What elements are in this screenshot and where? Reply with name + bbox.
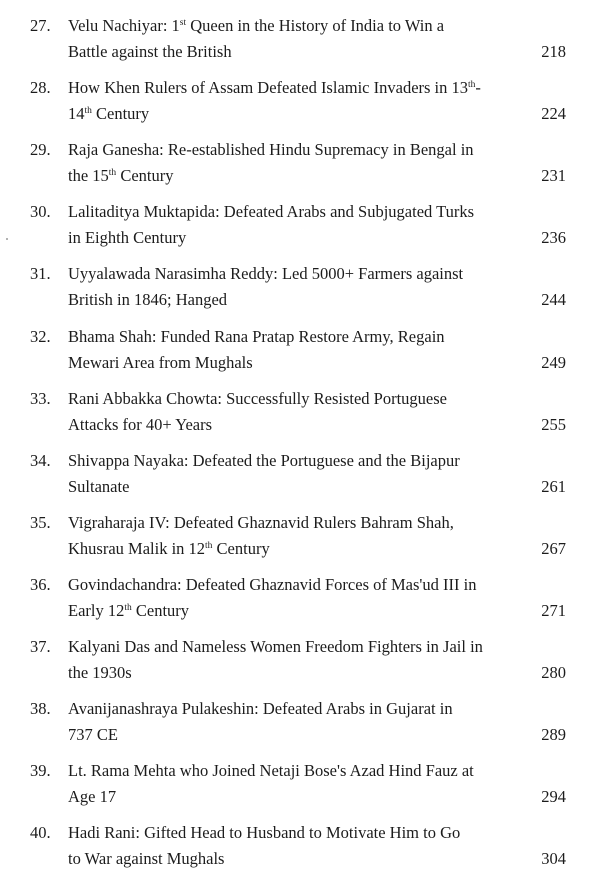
title-text: Early 12	[68, 600, 125, 620]
entry-title-line-2	[68, 225, 508, 251]
toc-entry	[0, 75, 600, 135]
entry-title	[68, 261, 508, 313]
toc-entry	[0, 324, 600, 384]
title-text: How Khen Rulers of Assam Defeated Islamic Invaders in 13	[68, 78, 469, 98]
entry-title	[68, 696, 508, 748]
title-text: Battle against the British	[68, 42, 232, 61]
entry-number: 33.	[30, 388, 51, 408]
toc-entry	[0, 634, 600, 694]
ordinal-superscript: th	[124, 602, 132, 613]
title-text: 737 CE	[68, 725, 118, 745]
entry-title-line-2	[68, 412, 508, 438]
entry-number: 30.	[30, 202, 51, 222]
entry-title-line-2	[68, 536, 508, 562]
title-text: Century	[212, 538, 270, 558]
title-text: Velu Nachiyar: 1	[68, 16, 180, 35]
title-text: Century	[131, 600, 190, 620]
title-text: Century	[91, 104, 150, 124]
entry-title-line-1	[68, 572, 508, 598]
title-text: Century	[116, 166, 174, 186]
title-text: Lt. Rama Mehta who Joined Netaji Bose's Azad Hind Fauz at	[68, 761, 474, 781]
toc-entry	[0, 386, 600, 446]
entry-title	[68, 13, 508, 65]
title-text: Raja Ganesha: Re-established Hindu Supremacy in Bengal in	[68, 140, 474, 160]
entry-title	[68, 199, 508, 251]
entry-title	[68, 386, 508, 438]
entry-page-number: 249	[541, 352, 566, 372]
entry-page-number: 218	[541, 42, 566, 61]
entry-title-line-1	[68, 386, 508, 412]
entry-number: 36.	[30, 574, 51, 594]
ordinal-superscript: th	[84, 106, 92, 117]
entry-title-line-2	[68, 350, 508, 376]
title-text: British in 1846; Hanged	[68, 290, 228, 310]
toc-entry	[0, 820, 600, 880]
entry-number: 32.	[30, 326, 51, 346]
entry-title	[68, 510, 508, 562]
entry-title-line-2	[68, 101, 508, 127]
entry-title-line-2	[68, 39, 508, 65]
toc-entry	[0, 13, 600, 73]
entry-title-line-1	[68, 137, 508, 163]
title-text: Uyyalawada Narasimha Reddy: Led 5000+ Farmers against	[68, 264, 464, 284]
entry-title-line-1	[68, 324, 508, 350]
entry-number: 34.	[30, 450, 51, 470]
entry-page-number: 280	[541, 663, 566, 682]
entry-title	[68, 75, 508, 127]
entry-number: 29.	[30, 140, 51, 160]
entry-title-line-2	[68, 846, 508, 872]
title-text: to War against Mughals	[68, 849, 225, 869]
entry-title-line-1	[68, 199, 508, 225]
entry-number: 40.	[30, 823, 51, 843]
toc-entry	[0, 510, 600, 570]
entry-page-number: 271	[541, 600, 566, 620]
entry-number: 39.	[30, 761, 51, 781]
title-text: Lalitaditya Muktapida: Defeated Arabs and Subjugated Turks	[68, 202, 475, 222]
entry-title-line-1	[68, 820, 508, 846]
entry-title-line-2	[68, 474, 508, 500]
entry-title	[68, 820, 508, 872]
entry-page-number: 231	[541, 166, 566, 186]
entry-title-line-2	[68, 287, 508, 313]
entry-title-line-1	[68, 634, 508, 660]
title-text: Age 17	[68, 787, 117, 807]
entry-title	[68, 137, 508, 189]
entry-page-number: 255	[541, 414, 566, 434]
title-text: Mewari Area from Mughals	[68, 352, 253, 372]
toc-entry	[0, 758, 600, 818]
entry-title	[68, 448, 508, 500]
entry-title-line-1	[68, 13, 508, 39]
ordinal-superscript: th	[205, 540, 213, 551]
entry-title	[68, 758, 508, 810]
title-text: Rani Abbakka Chowta: Successfully Resisted Portuguese	[68, 388, 447, 408]
entry-title-line-2	[68, 722, 508, 748]
title-text: Vigraharaja IV: Defeated Ghaznavid Rulers Bahram Shah,	[68, 512, 454, 532]
toc-entry	[0, 448, 600, 508]
toc-entry	[0, 137, 600, 197]
entry-title-line-1	[68, 448, 508, 474]
title-text: in Eighth Century	[68, 228, 187, 248]
toc-entry	[0, 572, 600, 632]
entry-title-line-2	[68, 598, 508, 624]
entry-title-line-1	[68, 75, 508, 101]
toc-entry	[0, 261, 600, 321]
entry-page-number: 224	[541, 104, 566, 124]
title-text: -	[475, 78, 481, 98]
entry-number: 31.	[30, 264, 51, 284]
entry-page-number: 244	[541, 290, 566, 310]
entry-page-number: 294	[541, 787, 566, 807]
title-text: Sultanate	[68, 476, 130, 496]
entry-page-number: 304	[541, 849, 566, 869]
title-text: 14	[68, 104, 85, 124]
entry-title	[68, 572, 508, 624]
entry-page-number: 289	[541, 725, 566, 745]
title-text: Bhama Shah: Funded Rana Pratap Restore Army, Regain	[68, 326, 445, 346]
title-text: Govindachandra: Defeated Ghaznavid Forces of Mas'ud III in	[68, 574, 477, 594]
ordinal-superscript: th	[468, 80, 476, 91]
ordinal-superscript: st	[179, 18, 187, 28]
title-text: Hadi Rani: Gifted Head to Husband to Motivate Him to Go	[68, 823, 461, 843]
title-text: the 15	[68, 166, 109, 186]
title-text: Kalyani Das and Nameless Women Freedom Fighters in Jail in	[68, 637, 483, 656]
entry-title	[68, 324, 508, 376]
entry-title-line-1	[68, 758, 508, 784]
toc-entry	[0, 199, 600, 259]
entry-number: 27.	[30, 16, 51, 35]
entry-title-line-1	[68, 510, 508, 536]
entry-title-line-2	[68, 784, 508, 810]
ordinal-superscript: th	[108, 168, 117, 179]
entry-page-number: 236	[541, 228, 566, 248]
entry-title-line-1	[68, 261, 508, 287]
title-text: Avanijanashraya Pulakeshin: Defeated Arabs in Gujarat in	[68, 699, 453, 719]
title-text: Attacks for 40+ Years	[68, 414, 213, 434]
title-text: Queen in the History of India to Win a	[186, 16, 445, 35]
toc-entry	[0, 696, 600, 756]
entry-title-line-2	[68, 163, 508, 189]
entry-number: 28.	[30, 78, 51, 98]
entry-number: 35.	[30, 512, 51, 532]
entry-number: 37.	[30, 637, 51, 656]
title-text: Shivappa Nayaka: Defeated the Portuguese and the Bijapur	[68, 450, 460, 470]
entry-title	[68, 634, 508, 686]
entry-page-number: 261	[541, 476, 566, 496]
entry-title-line-1	[68, 696, 508, 722]
entry-page-number: 267	[541, 538, 566, 558]
title-text: Khusrau Malik in 12	[68, 538, 206, 558]
entry-number: 38.	[30, 699, 51, 719]
entry-title-line-2	[68, 660, 508, 686]
title-text: the 1930s	[68, 663, 132, 682]
